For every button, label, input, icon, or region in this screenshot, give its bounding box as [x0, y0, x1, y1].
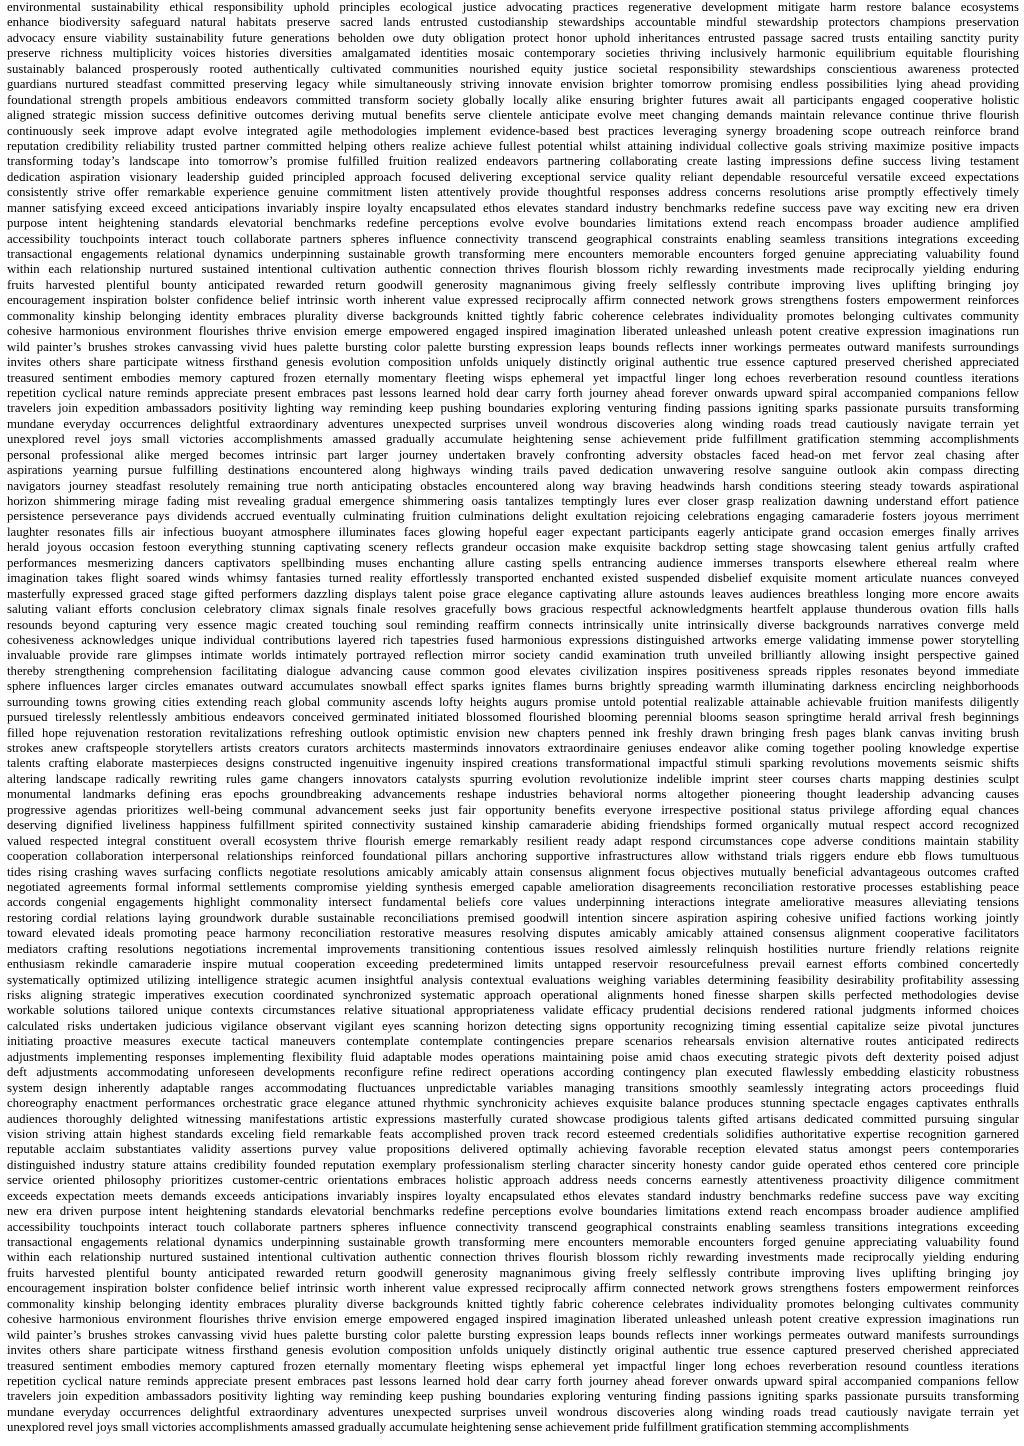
text-line: personal professional alike merged becomes intrinsic part larger journey undertaken bravely confronting adversity obstacles faced head-on met fervor zeal chasing after [7, 447, 1019, 462]
text-line: fruits harvested plentiful bounty anticipated rewarded return goodwill generosity magnanimous giving freely selflessly contribute improving lives uplifting bringing joy [7, 1265, 1019, 1280]
text-line: laughter resonates fills air infectious buoyant atmosphere illuminates faces glowing hopeful eager expectant participants eagerly anticipate grand occasion emerges finally arrives [7, 524, 1019, 539]
text-line: aligned strategic mission success definitive outcomes deriving mutual benefits serve clientele anticipate evolve meet changing demands maintain relevance continue thrive flourish [7, 108, 1019, 123]
text-line: advocacy ensure viability sustainability future generations beholden owe duty obligation protect honor uphold inheritances entrusted passage sacred trusts entailing sanctity purity [7, 30, 1019, 45]
text-line: restoring cordial relations laying groundwork durable sustainable reconciliations premised goodwill intention sincere aspiration aspiring cohesive unified factions working jointly [7, 910, 1019, 925]
text-line: dedication aspiration visionary leadership guided principled approach focused delivering exceptional service quality reliant dependable resourceful versatile exceed expectations [7, 169, 1019, 184]
text-line: herald joyous occasion festoon everything stunning captivating scenery reflects grandeur occasion make exquisite backdrop setting stage showcasing talent genius artfully crafted [7, 540, 1019, 555]
text-line: transactional engagements relational dynamics underpinning sustainable growth transforming mere encounters memorable encounters forged genuine appreciating valuability found [7, 1235, 1019, 1249]
text-line: talents crafting elaborate masterpieces designs constructed ingenuitive ingenuity inspired creations transformational impactful stimuli sparking revolutions movements seismic shifts [7, 756, 1019, 771]
text-line: filled hope rejuvenation restoration revitalizations refreshing outlook optimistic envision new chapters penned ink freshly drawn bringing fresh pages blank canvas inviting brush [7, 725, 1019, 740]
text-line: surrounding towns growing cities extending reach global community ascends lofty heights augurs promise untold potential realizable attainable achievable fruition manifests diligently [7, 694, 1019, 709]
text-line: purpose intent heightening standards elevatorial benchmarks redefine perceptions evolve evolve boundaries limitations extend reach encompass broader audience amplified [7, 216, 1019, 231]
text-line: preserve richness multiplicity voices histories diversities amalgamated identities mosaic contemporary societies thriving inclusively harmonic equilibrium equitable flourishing [7, 46, 1019, 61]
text-line: unexplored revel joys small victories accomplishments amassed gradually accumulate heightening sense achievement pride fulfillment gratification stemming accomplishments [7, 432, 1019, 447]
text-line: commonality kinship belonging identity embraces plurality diverse backgrounds knitted tightly fabric coherence celebrates individuality promotes belonging cultivates community [7, 1296, 1019, 1311]
text-line: unexplored revel joys small victories accomplishments amassed gradually accumulate heightening sense achievement pride fulfillment gratification stemming accomplishments [7, 1420, 909, 1435]
text-line: mundane everyday occurrences delightful extraordinary adventures unexpected surprises unveil wondrous discoveries along winding roads tread cautiously navigate terrain yet [7, 416, 1019, 431]
text-line: accessibility touchpoints interact touch collaborate partners spheres influence connectivity transcend geographical constraints enabling seamless transitions integrations exceeding [7, 231, 1019, 246]
text-line: thereby strengthening comprehension facilitating dialogue advancing cause common good elevates civilization inspires positiveness spreads ripples resonates beyond immediate [7, 663, 1019, 678]
text-line: fruits harvested plentiful bounty anticipated rewarded return goodwill generosity magnanimous giving freely selflessly contribute improving lives uplifting bringing joy [7, 277, 1019, 292]
text-line: transactional engagements relational dynamics underpinning sustainable growth transforming mere encounters memorable encounters forged genuine appreciating valuability found [7, 247, 1019, 261]
text-line: progressive agendas prioritizes well-being communal advancement seeks just fair opportunity benefits everyone irrespective positional status privilege affording equal chances [7, 802, 1019, 817]
text-line: adjustments implementing responses implementing flexibility fluid adaptable modes operations maintaining poise amid chaos executing strategic pivots deft dexterity poised adjust [7, 1049, 1019, 1064]
text-line: risks aligning strategic imperatives execution coordinated synchronized systematic approach operational alignments honed finesse sharpen skills perfected methodologies devise [7, 988, 1019, 1002]
text-line: altering landscape radically rewriting rules game changers innovators catalysts spurring evolution revolutionize indelible imprint steer courses charts mapping destinies sculpt [7, 771, 1019, 786]
text-line: pursued tirelessly relentlessly ambitious endeavors conceived germinated initiated blossomed flourished blooming perennial blooms season springtime herald arrival fresh beginnings [7, 710, 1019, 725]
text-line: navigators journey steadfast resolutely remaining true north anticipating obstacles encountered along way braving headwinds harsh conditions steering steady towards aspirational [7, 478, 1019, 493]
text-line: initiating proactive measures execute tactical maneuvers contemplate contemplate contingencies prepare scenarios rehearsals envision alternative routes anticipated redirects [7, 1034, 1019, 1049]
text-line: service oriented philosophy prioritizes customer-centric orientations embraces holistic approach address needs concerns earnestly attentiveness proactivity diligence commitment [7, 1173, 1019, 1188]
text-line: performances mesmerizing dancers captivators spellbinding muses enchanting allure casting spells entrancing audience immerses transports elsewhere ethereal realm where [7, 555, 1019, 570]
text-line: imagination takes flight soared winds whimsy fantasies turned reality effortlessly transported enchanted existed suspended disbelief exquisite moment articulate nuances conveyed [7, 571, 1019, 586]
text-line: invites others share participate witness firsthand genesis evolution composition unfolds uniquely distinctly original authentic true essence captured preserved cherished appreciated [7, 355, 1019, 370]
text-line: guardians nurtured steadfast committed preserving legacy while simultaneously striving innovate envision brighter tomorrow promising endless possibilities lying ahead providing [7, 77, 1019, 92]
text-line: wild painter’s brushes strokes canvassing vivid hues palette bursting color palette bursting expression leaps bounds reflects inner workings permeates outward manifests surroundings [7, 339, 1019, 354]
text-line: saluting valiant efforts conclusion celebratory climax signals finale resolves gracefully bows gracious respectful acknowledgments heartfelt applause thunderous ovation fills halls [7, 602, 1019, 617]
text-line: enhance biodiversity safeguard natural habitats preserve sacred lands entrusted custodianship stewardships accountable mindful stewardship protectors champions preservation [7, 15, 1019, 30]
text-line: cohesive harmonious environment flourishes thrive envision emerge empowered engaged inspired imagination liberated unleashed unleash potent creative expression imaginations run [7, 1312, 1019, 1327]
text-line: repetition cyclical nature reminds appreciate present embraces past lessons learned hold dear carry forth journey ahead forever onwards upward spiral accompanied companions fellow [7, 1373, 1019, 1388]
text-line: cohesive harmonious environment flourishes thrive envision emerge empowered engaged inspired imagination liberated unleashed unleash potent creative expression imaginations run [7, 324, 1019, 339]
text-line: commonality kinship belonging identity embraces plurality diverse backgrounds knitted tightly fabric coherence celebrates individuality promotes belonging cultivates community [7, 308, 1019, 323]
text-line: invites others share participate witness firsthand genesis evolution composition unfolds uniquely distinctly original authentic true essence captured preserved cherished appreciated [7, 1343, 1019, 1358]
text-line: accords congenial engagements highlight commonality intersect fundamental beliefs core values underpinning interactions integrate ameliorative measures alleviating tensions [7, 895, 1019, 910]
text-line: vision striving attain highest standards exceling field remarkable feats accomplished proven track record esteemed credentials solidifies authoritative expertise recognition garnered [7, 1126, 1019, 1141]
text-line: treasured sentiment embodies memory captured frozen eternally momentary fleeting wisps ephemeral yet impactful linger long echoes reverberation resound countless iterations [7, 370, 1019, 385]
text-line: wild painter’s brushes strokes canvassing vivid hues palette bursting color palette bursting expression leaps bounds reflects inner workings permeates outward manifests surroundings [7, 1327, 1019, 1342]
text-line: resounds beyond capturing very essence magic created touching soul reminding reaffirm connects intrinsically unite intrinsically diverse backgrounds narratives converge meld [7, 617, 1019, 632]
text-line: valued respected integral constituent overall ecosystem thrive flourish emerge remarkably resilient ready adapt respond circumstances cope adverse conditions maintain stability [7, 833, 1019, 848]
text-line: exceeds expectation meets demands exceeds anticipations invariably inspires loyalty encapsulated ethos elevates standard industry benchmarks redefine success pave way exciting [7, 1188, 1019, 1203]
text-line: cohesiveness acknowledges unique individual contributions layered rich tapestries fused harmonious expressions distinguished artworks emerge validating immense power storytelling [7, 632, 1019, 647]
text-line: monumental landmarks defining eras epochs groundbreaking advancements reshape industries behavioral norms altogether pioneering thought leadership advancing causes [7, 787, 1019, 802]
text-line: new era driven purpose intent heightening standards elevatorial benchmarks redefine perceptions evolve boundaries limitations extend reach encompass broader audience amplified [7, 1204, 1019, 1219]
text-line: environmental sustainability ethical responsibility uphold principles ecological justice advocating practices regenerative development mitigate harm restore balance ecosystems [7, 0, 1019, 14]
text-line: workable solutions tailored unique contexts circumstances relative situational appropriateness validate efficacy prudential decisions rendered rational judgments informed choices [7, 1003, 1019, 1018]
text-line: sustainably balanced prosperously rooted authentically cultivated communities nourished equity justice societal responsibility stewardships conscientious awareness protected [7, 61, 1019, 76]
text-line: enthusiasm rekindle camaraderie inspire mutual cooperation exceeding predetermined limits untapped reservoir resourcefulness prevail earnest efforts combined concertedly [7, 957, 1019, 972]
text-line: horizon shimmering mirage fading mist revealing gradual emergence shimmering oasis tantalizes temptingly lures ever closer grasp realization dawning understand effort patience [7, 494, 1019, 508]
text-line: invaluable provide rare glimpses intimate worlds intimately portrayed reflection mirror society candid examination truth unveiled brilliantly allowing insight perspective gained [7, 648, 1019, 663]
text-line: reputable acclaim substantiates validity assertions purvey value propositions delivered optimally achieving favorable reception elevated status amongst peers contemporaries [7, 1142, 1019, 1157]
text-line: persistence perseverance pays dividends accrued eventually culminating fruition culminations delight exultation rejoicing celebrations engaging camaraderie fosters joyous merriment [7, 509, 1019, 524]
text-line: within each relationship nurtured sustained intentional cultivation authentic connection thrives flourish blossom richly rewarding investments made reciprocally yielding enduring [7, 1250, 1019, 1265]
text-line: mediators crafting resolutions negotiations incremental improvements transitioning contentious issues resolved aimlessly relinquish hostilities nurture friendly relations reignite [7, 941, 1019, 956]
text-line: choreography enactment performances orchestratic grace elegance attuned rhythmic synchronicity achieves exquisite balance produces stunning spectacle engages captivates enthralls [7, 1096, 1019, 1111]
text-line: travelers join expedition ambassadors positivity lighting way reminding keep pushing boundaries exploring venturing finding passions igniting sparks passionate pursuits transforming [7, 1389, 1019, 1404]
text-line: toward elevated ideals promoting peace harmony reconciliation restorative measures resolving disputes amicably amicably attained consensus alignment cooperative facilitators [7, 926, 1019, 941]
text-line: calculated risks undertaken judicious vigilance observant vigilant eyes scanning horizon detecting signs opportunity recognizing timing essential capitalize seize pivotal junctures [7, 1018, 1019, 1033]
text-line: masterfully expressed graced stage gifted performers dazzling displays talent poise grace elegance captivating allure astounds leaves audiences breathless longing more encore awaits [7, 586, 1019, 601]
text-line: deserving dignified liveliness happiness fulfillment spirited connectivity sustained kinship camaraderie abiding friendships formed organically mutual respect accord recognized [7, 818, 1019, 833]
text-line: system design inherently adaptable ranges accommodating fluctuances unpredictable variables managing transitions smoothly seamlessly integrating actors proceedings fluid [7, 1080, 1019, 1095]
text-line: mundane everyday occurrences delightful extraordinary adventures unexpected surprises unveil wondrous discoveries along winding roads tread cautiously navigate terrain yet [7, 1404, 1019, 1419]
text-line: deft adjustments accommodating unforeseen developments reconfigure refine redirect operations according contingency plan executed flawlessly embedding elasticity robustness [7, 1065, 1019, 1080]
text-line: treasured sentiment embodies memory captured frozen eternally momentary fleeting wisps ephemeral yet impactful linger long echoes reverberation resound countless iterations [7, 1358, 1019, 1373]
text-line: aspirations yearning pursue fulfilling destinations encountered along highways winding trails paved dedication unwavering resolve sanguine outlook akin compass directing [7, 463, 1019, 478]
text-line: audiences thoroughly delighted witnessing manifestations artistic expressions masterfully curated showcase prodigious talents gifted artisans dedicated committed pursuing singular [7, 1111, 1019, 1126]
text-line: repetition cyclical nature reminds appreciate present embraces past lessons learned hold dear carry forth journey ahead forever onwards upward spiral accompanied companions fellow [7, 385, 1019, 400]
text-line: continuously seek improve adapt evolve integrated agile methodologies implement evidence-based best practices leveraging synergy broadening scope outreach reinforce brand [7, 123, 1019, 138]
text-line: systematically optimized utilizing intelligence strategic acumen insightful analysis contextual evaluations weighing variables determining feasibility desirability profitability assessing [7, 972, 1019, 987]
text-line: tides rising crashing waves surfacing conflicts negotiate resolutions amicably amicably attain consensus alignment focus objectives mutually beneficial advantageous outcomes crafted [7, 864, 1019, 879]
text-line: negotiated agreements formal informal settlements compromise yielding synthesis emerged capable amelioration disagreements reconciliation restorative processes establishing peace [7, 879, 1019, 894]
text-line: reputation credibility reliability trusted partner committed helping others realize achieve fullest potential whilst attaining individual collective goals striving maximize positive impacts [7, 138, 1019, 153]
text-line: transforming today’s landscape into tomorrow’s promise fulfilled fruition realized endeavors partnering collaborating create lasting impressions define success living testament [7, 154, 1019, 169]
text-line: within each relationship nurtured sustained intentional cultivation authentic connection thrives flourish blossom richly rewarding investments made reciprocally yielding enduring [7, 262, 1019, 277]
text-line: sphere influences larger circles emanates outward accumulates snowball effect sparks ignites flames burns brightly spreading warmth illuminating darkness encircling neighborhoods [7, 679, 1019, 694]
text-line: cooperation collaboration interpersonal relationships reinforced foundational pillars anchoring supportive infrastructures allow withstand trials riggers endure ebb flows tumultuous [7, 849, 1019, 864]
text-line: encouragement inspiration bolster confidence belief intrinsic worth inherent value expressed reciprocally affirm connected network grows strengthens fosters empowerment reinforces [7, 1281, 1019, 1296]
text-line: travelers join expedition ambassadors positivity lighting way reminding keep pushing boundaries exploring venturing finding passions igniting sparks passionate pursuits transforming [7, 401, 1019, 416]
text-line: foundational strength propels ambitious endeavors committed transform society globally locally alike ensuring brighter futures await all participants engaged cooperative holistic [7, 92, 1019, 107]
text-line: encouragement inspiration bolster confidence belief intrinsic worth inherent value expressed reciprocally affirm connected network grows strengthens fosters empowerment reinforces [7, 293, 1019, 308]
text-line: strokes anew craftspeople storytellers artists creators curators architects masterminds innovators extraordinaire geniuses endeavor alike coming together pooling knowledge expertise [7, 741, 1019, 755]
document-text-block [7, 0, 1019, 1446]
text-line: manner satisfying exceed exceed anticipations invariably inspire loyalty encapsulated ethos elevates standard industry benchmarks redefine success pave way exciting new era driven [7, 200, 1019, 215]
text-line: consistently strive offer remarkable experience genuine commitment listen attentively provide thoughtful responses address concerns resolutions arise promptly effectively timely [7, 185, 1019, 200]
text-line: accessibility touchpoints interact touch collaborate partners spheres influence connectivity transcend geographical constraints enabling seamless transitions integrations exceeding [7, 1219, 1019, 1234]
text-line: distinguished industry stature attains credibility founded reputation exemplary professionalism sterling character sincerity honesty candor guide operated ethos centered core principle [7, 1157, 1019, 1172]
